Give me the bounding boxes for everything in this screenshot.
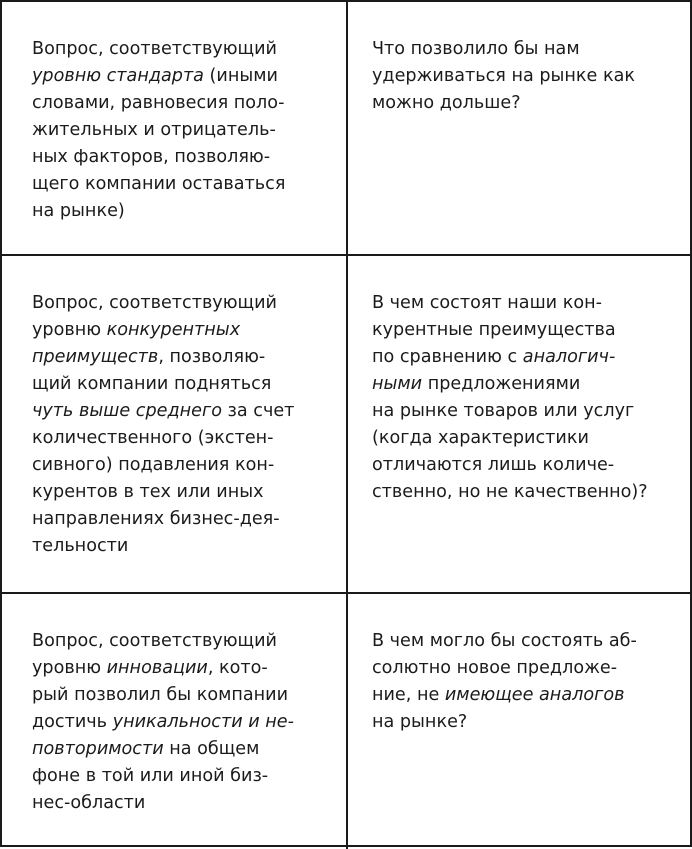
text-segment: щего компании оставаться	[32, 174, 286, 194]
text-line	[32, 398, 324, 425]
text-segment: жительных и отрицатель-	[32, 120, 276, 140]
text-line	[372, 317, 672, 344]
text-segment: Вопрос, соответствующий	[32, 293, 277, 313]
text-segment: ных факторов, позволяю-	[32, 147, 271, 167]
text-segment: уровню	[32, 320, 107, 340]
italic-text-segment: чуть выше среднего	[32, 401, 222, 421]
text-line	[372, 655, 672, 682]
text-line	[32, 655, 324, 682]
text-line	[32, 198, 324, 225]
text-line	[32, 425, 324, 452]
text-segment: направлениях бизнес-дея-	[32, 509, 280, 529]
text-line	[372, 398, 672, 425]
text-line	[372, 452, 672, 479]
text-segment: рый позволил бы компании	[32, 685, 289, 705]
text-line	[32, 344, 324, 371]
text-line	[32, 628, 324, 655]
text-line	[32, 506, 324, 533]
text-segment: щий компании подняться	[32, 374, 272, 394]
text-segment: курентов в тех или иных	[32, 482, 264, 502]
text-line	[372, 36, 672, 63]
text-segment: солютно новое предложе-	[372, 658, 618, 678]
text-line	[372, 682, 672, 709]
text-segment: достичь	[32, 712, 113, 732]
text-segment: предложениями	[422, 374, 581, 394]
text-line	[372, 628, 672, 655]
text-segment: курентные преимущества	[372, 320, 616, 340]
text-segment: количественного (экстен-	[32, 428, 274, 448]
text-line	[372, 290, 672, 317]
italic-text-segment: уникальности и не-	[112, 712, 294, 732]
text-segment: , кото-	[207, 658, 268, 678]
text-segment: на рынке?	[372, 712, 468, 732]
cell-innovation-level-answer	[348, 594, 692, 849]
text-segment: В чем состоят наши кон-	[372, 293, 602, 313]
text-line	[32, 452, 324, 479]
italic-text-segment: конкурентных	[106, 320, 241, 340]
text-segment: сивного) подавления кон-	[32, 455, 275, 475]
text-segment: за счет	[221, 401, 295, 421]
text-line	[372, 425, 672, 452]
text-segment: Вопрос, соответствующий	[32, 39, 277, 59]
text-line	[372, 90, 672, 117]
text-segment: (иными	[203, 66, 278, 86]
text-segment: отличаются лишь количе-	[372, 455, 615, 475]
text-segment: тельности	[32, 536, 129, 556]
text-line	[32, 533, 324, 560]
text-segment: на общем	[163, 739, 260, 759]
text-segment: на рынке товаров или услуг	[372, 401, 635, 421]
text-line	[32, 682, 324, 709]
cell-standard-level-answer	[348, 2, 692, 256]
cell-standard-level-question	[2, 2, 348, 256]
cell-competitive-level-question	[2, 256, 348, 594]
text-line	[372, 344, 672, 371]
italic-text-segment: повторимости	[32, 739, 164, 759]
text-line	[32, 709, 324, 736]
text-line	[32, 763, 324, 790]
italic-text-segment: уровню стандарта	[32, 66, 204, 86]
text-segment: уровню	[32, 658, 107, 678]
cell-innovation-level-question	[2, 594, 348, 849]
italic-text-segment: ными	[372, 374, 423, 394]
text-line	[32, 90, 324, 117]
text-line	[32, 144, 324, 171]
text-segment: по сравнению с	[372, 347, 523, 367]
italic-text-segment: инновации	[106, 658, 208, 678]
text-segment: (когда характеристики	[372, 428, 589, 448]
text-segment: словами, равновесия поло-	[32, 93, 285, 113]
text-segment: можно дольше?	[372, 93, 521, 113]
text-line	[32, 117, 324, 144]
text-line	[32, 290, 324, 317]
italic-text-segment: имеющее аналогов	[444, 685, 625, 705]
text-line	[32, 736, 324, 763]
text-segment: удерживаться на рынке как	[372, 66, 635, 86]
text-segment: Что позволило бы нам	[372, 39, 580, 59]
text-line	[32, 171, 324, 198]
italic-text-segment: преимуществ	[32, 347, 159, 367]
text-segment: ственно, но не качественно)?	[372, 482, 648, 502]
text-line	[372, 479, 672, 506]
text-line	[32, 36, 324, 63]
text-segment: ние, не	[372, 685, 445, 705]
text-segment: Вопрос, соответствующий	[32, 631, 277, 651]
text-line	[32, 790, 324, 817]
text-segment: , позволяю-	[158, 347, 266, 367]
text-line	[32, 371, 324, 398]
cell-competitive-level-answer	[348, 256, 692, 594]
text-segment: фоне в той или иной биз-	[32, 766, 269, 786]
italic-text-segment: аналогич-	[522, 347, 616, 367]
text-line	[32, 479, 324, 506]
text-segment: на рынке)	[32, 201, 125, 221]
text-segment: нес-области	[32, 793, 146, 813]
text-line	[372, 709, 672, 736]
text-line	[32, 63, 324, 90]
text-line	[32, 317, 324, 344]
text-line	[372, 63, 672, 90]
text-segment: В чем могло бы состоять аб-	[372, 631, 637, 651]
text-line	[372, 371, 672, 398]
